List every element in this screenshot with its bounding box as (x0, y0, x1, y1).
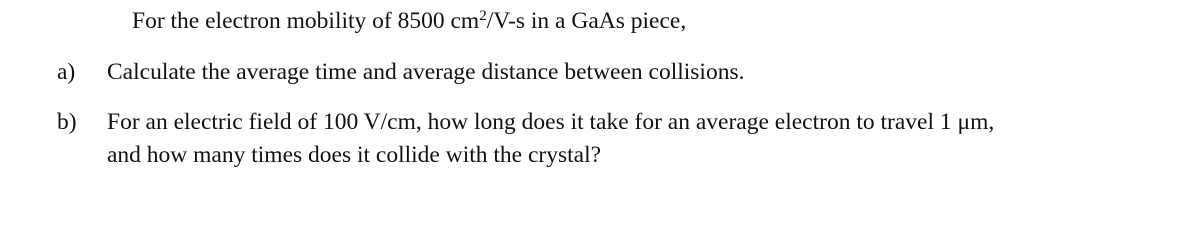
superscript-exponent: 2 (479, 8, 487, 24)
part-b-marker: b) (57, 109, 77, 135)
intro-text-start: For the electron mobility of 8500 cm (132, 8, 480, 34)
part-a-marker: a) (57, 59, 76, 85)
part-b-text-line-2: and how many times does it collide with the crystal? (107, 142, 602, 168)
problem-intro (132, 10, 686, 34)
intro-text-end: /V-s in a GaAs piece, (486, 8, 687, 34)
part-a-text: Calculate the average time and average distance between collisions. (107, 59, 745, 85)
part-b-text-line-1: For an electric field of 100 V/cm, how long does it take for an average electron to travel 1 μm, (107, 109, 995, 135)
